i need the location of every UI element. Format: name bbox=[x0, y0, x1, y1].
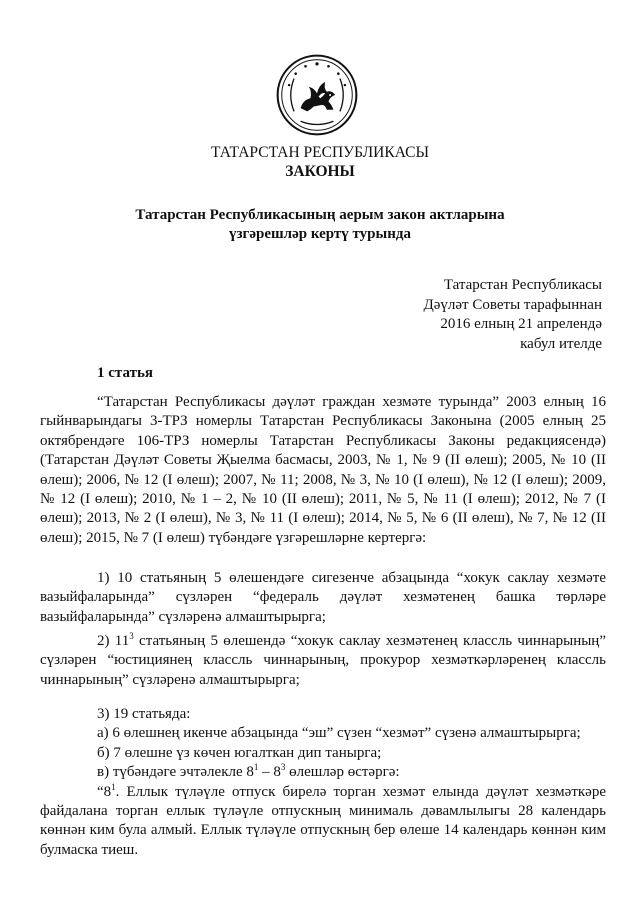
item-2-superscript: 3 bbox=[129, 631, 134, 641]
item-3-heading: 3) 19 статьяда: bbox=[97, 706, 191, 722]
item-3-block bbox=[40, 705, 606, 860]
quote-body: . Еллык түләүле отпуск бирелә торган хезмәт елында дәүләт хезмәткәре файдалана торган еллык түләүле отпускның минималь дәвамлылыгы 28 календарь көннән ким була алмый. Еллык түләүле отпускның бер өлеше 14 календарь көннән ким булмаска тиеш. bbox=[40, 783, 606, 858]
item-3c-middle: – 8 bbox=[258, 764, 281, 781]
adoption-block bbox=[424, 276, 602, 354]
item-3c-prefix: в) түбәндәге эчтәлекле 8 bbox=[97, 764, 254, 781]
adoption-line-1: Татарстан Республикасы bbox=[443, 277, 602, 293]
item-3a-text: а) 6 өлешнең икенче абзацында “эш” сүзен “хезмәт” сүзенә алмаштырырга; bbox=[97, 725, 581, 742]
document-title bbox=[0, 206, 640, 244]
quote-paragraph bbox=[40, 783, 606, 861]
adoption-line-3: 2016 елның 21 апрелендә bbox=[440, 316, 602, 332]
item-2-body: статьяның 5 өлешендә “хокук саклау хезмәтенең классль чиннарының” сүзләрен “юстициянең классль чиннарының, прокурор хезмәткәрләренең классль чиннарының” сүзләренә алмаштырырга; bbox=[40, 633, 606, 688]
tatarstan-emblem-logo bbox=[276, 54, 358, 136]
title-line-1: Татарстан Республикасының аерым закон актларына bbox=[135, 207, 505, 223]
quote-prefix: “8 bbox=[97, 783, 112, 800]
item-3c-sup-1: 1 bbox=[253, 762, 259, 773]
law-label: ЗАКОНЫ bbox=[285, 163, 355, 180]
article-heading: 1 статья bbox=[97, 365, 153, 381]
item-1-text: 1) 10 статьяның 5 өлешендәге сигезенче абзацында “хокук саклау хезмәте вазыйфаларында” сүзләрен “федераль дәүләт хезмәтенең башка төрләре вазыйфаларында” сүзләренә алмаштырырга; bbox=[40, 570, 606, 625]
document-header bbox=[0, 143, 640, 181]
item-3b-text: б) 7 өлешне үз көчен югалткан дип танырга; bbox=[97, 744, 382, 761]
republic-name: ТАТАРСТАН РЕСПУБЛИКАСЫ bbox=[211, 144, 429, 161]
adoption-line-2: Дәүләт Советы тарафыннан bbox=[423, 296, 602, 313]
item-2-paragraph bbox=[40, 632, 606, 690]
intro-paragraph bbox=[40, 393, 606, 548]
title-line-2: үзгәрешләр кертү турында bbox=[229, 226, 411, 242]
intro-text: “Татарстан Республикасы дәүләт граждан хезмәте турында” 2003 елның 16 гыйнварындагы 3-ТРЗ номерлы Татарстан Республикасы Законына (2005 елның 25 октябрендәге 106-ТРЗ номерлы Татарстан Республикасы Законы редакциясендә) (Татарстан Дәүләт Советы Җыелма басмасы, 2003, № 1, № 9 (II өлеш); 2005, № 10 (II өлеш); 2006, № 12 (I өлеш); 2007, № 11; 2008, № 3, № 10 (I өлеш), № 12 (I өлеш); 2009, № 12 (I өлеш); 2010, № 1 – 2, № 10 (II өлеш); 2011, № 5, № 11 (I өлеш); 2012, № 7 (I өлеш); 2013, № 2 (I өлеш), № 3, № 11 (I өлеш); 2014, № 5, № 6 (II өлеш), № 7, № 12 (II өлеш); 2015, № 7 (I өлеш) түбәндәге үзгәрешләрне кертергә: bbox=[40, 394, 606, 546]
item-2-prefix: 2) 11 bbox=[97, 633, 130, 649]
item-2-text bbox=[40, 632, 606, 690]
item-1-paragraph bbox=[40, 569, 606, 627]
quote-superscript: 1 bbox=[111, 781, 116, 792]
item-3c-suffix: өлешләр өстәргә: bbox=[285, 764, 400, 781]
item-3c-sup-2: 3 bbox=[280, 762, 286, 773]
item-3c-text bbox=[40, 763, 606, 782]
adoption-line-4: кабул ителде bbox=[520, 335, 602, 352]
